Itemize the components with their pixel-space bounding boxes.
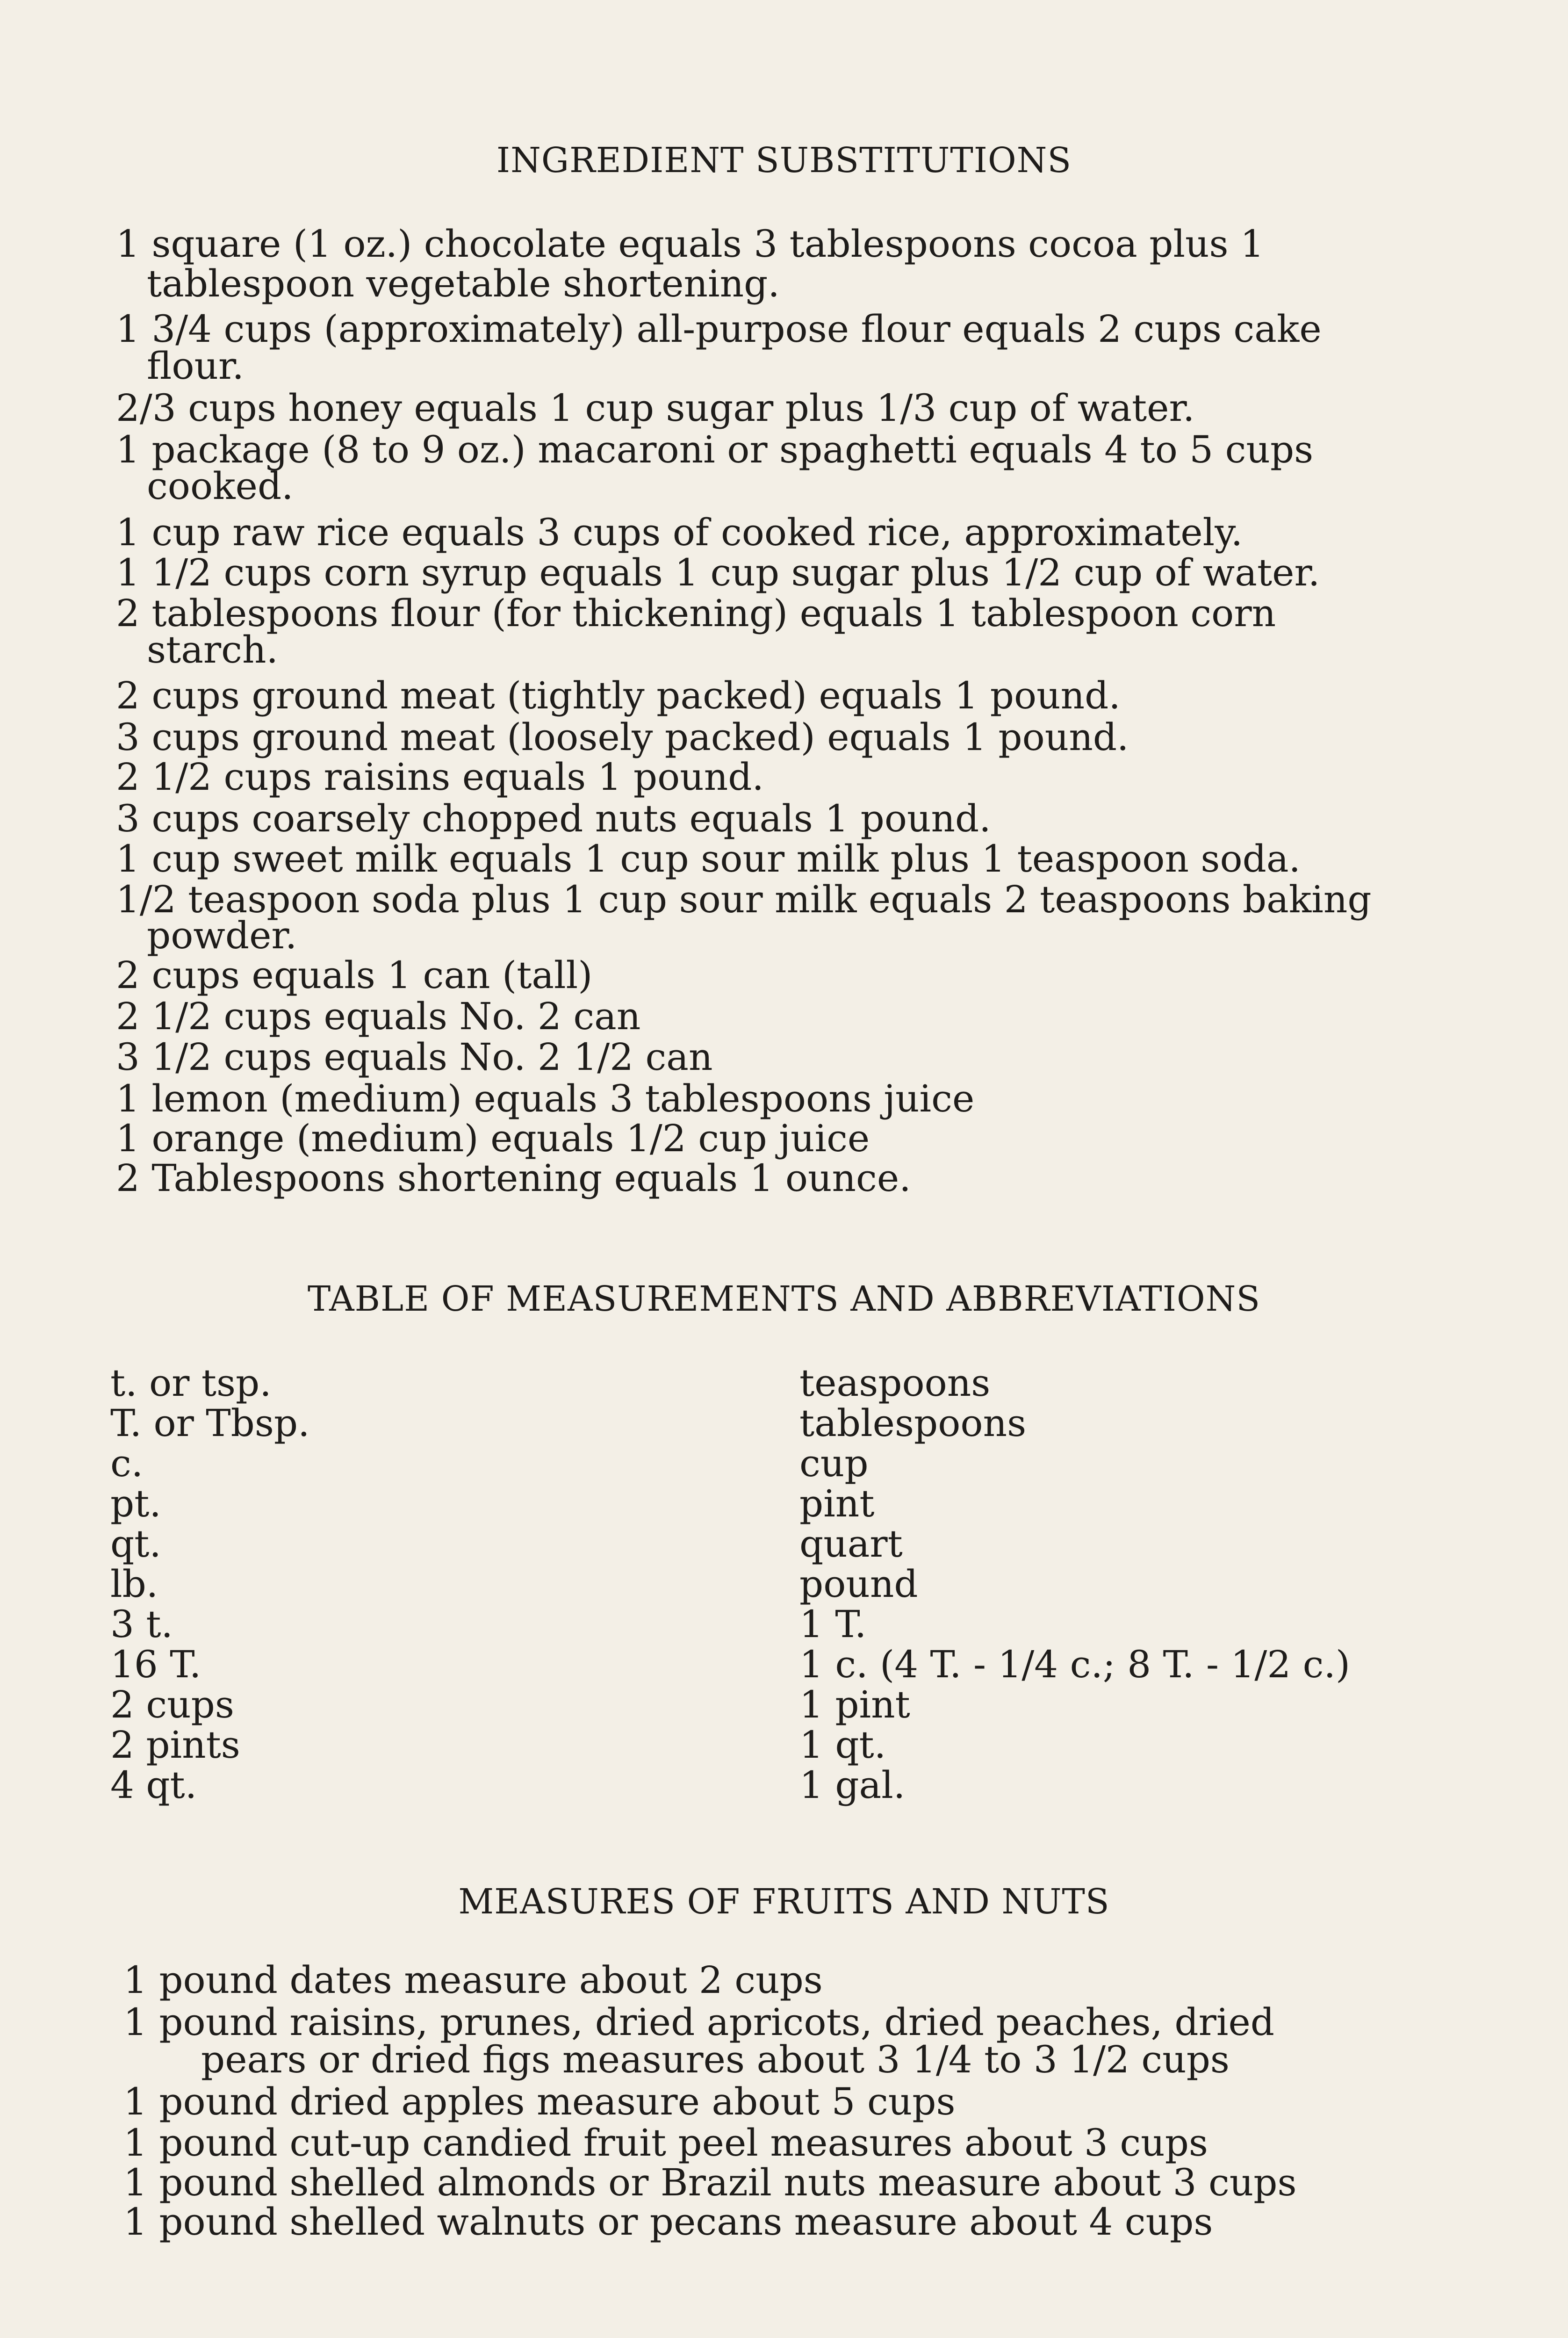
substitution-line: 2 1/2 cups raisins equals 1 pound. [116,755,764,799]
leader-dots [297,1686,793,1724]
leader-dots [297,1726,793,1764]
measurement-abbr: 2 pints [110,1723,240,1767]
measurement-abbr: t. or tsp. [110,1361,272,1405]
measurement-abbr: lb. [110,1562,158,1606]
substitution-line: 2 1/2 cups equals No. 2 can [116,995,641,1038]
leader-dots [209,1525,793,1563]
measurement-abbr: pt. [110,1482,161,1525]
substitution-line: 1 orange (medium) equals 1/2 cup juice [116,1117,870,1160]
measurement-value: 1 pint [799,1683,910,1726]
substitution-line: 2 Tablespoons shortening equals 1 ounce. [116,1156,911,1200]
measurement-value: 1 T. [799,1602,867,1646]
leader-dots [209,1485,793,1523]
substitution-line: 1 cup raw rice equals 3 cups of cooked rice, approximately. [116,511,1243,554]
leader-dots [348,1364,793,1402]
section-title-ingredient-substitutions: INGREDIENT SUBSTITUTIONS [496,140,1072,180]
substitution-line: tablespoon vegetable shortening. [147,262,780,305]
substitution-line: 3 cups coarsely chopped nuts equals 1 pound. [116,797,991,840]
measurement-abbr: c. [110,1442,144,1485]
measurement-value: pint [799,1482,875,1525]
section-title-measurements: TABLE OF MEASUREMENTS AND ABBREVIATIONS [307,1279,1261,1319]
substitution-line: powder. [147,914,297,957]
substitution-line: 2 tablespoons flour (for thickening) equals 1 tablespoon corn [116,592,1276,635]
substitution-line: 2 cups equals 1 can (tall) [116,953,593,997]
substitution-line: 1 cup sweet milk equals 1 cup sour milk plus 1 teaspoon soda. [116,837,1301,880]
measurement-abbr: 16 T. [110,1643,201,1686]
measurement-value: 1 gal. [799,1763,906,1807]
fruit-measure-line: 1 pound raisins, prunes, dried apricots, dried peaches, dried [123,2000,1274,2044]
fruit-measure-line: 1 pound dates measure about 2 cups [123,1958,823,2002]
substitution-line: 3 cups ground meat (loosely packed) equals 1 pound. [116,715,1129,759]
fruit-measure-line: pears or dried figs measures about 3 1/4 to 3 1/2 cups [201,2038,1230,2081]
substitution-line: flour. [147,344,244,388]
measurement-value: cup [799,1442,869,1485]
leader-dots [209,1445,793,1482]
leader-dots [209,1566,793,1603]
measurement-value: teaspoons [799,1361,991,1405]
substitution-line: 1 package (8 to 9 oz.) macaroni or spaghetti equals 4 to 5 cups [116,428,1314,471]
leader-dots [372,1405,793,1442]
fruit-measure-line: 1 pound dried apples measure about 5 cups [123,2080,956,2123]
measurement-abbr: 3 t. [110,1602,173,1646]
measurement-value: pound [799,1562,918,1606]
measurement-value: 1 c. (4 T. - 1/4 c.; 8 T. - 1/2 c.) [799,1643,1351,1686]
leader-dots [251,1646,793,1683]
substitution-line: 1 lemon (medium) equals 3 tablespoons juice [116,1077,975,1120]
measurement-abbr: qt. [110,1522,161,1566]
measurement-value: quart [799,1522,903,1566]
measurement-abbr: T. or Tbsp. [110,1401,310,1445]
measurement-abbr: 4 qt. [110,1763,197,1807]
substitution-line: 1 1/2 cups corn syrup equals 1 cup sugar plus 1/2 cup of water. [116,551,1320,594]
substitution-line: 1 square (1 oz.) chocolate equals 3 tablespoons cocoa plus 1 [116,222,1264,266]
leader-dots [204,1606,793,1643]
measurement-value: 1 qt. [799,1723,886,1767]
substitution-line: starch. [147,628,278,671]
substitution-line: 2 cups ground meat (tightly packed) equals 1 pound. [116,674,1121,717]
fruit-measure-line: 1 pound cut-up candied fruit peel measures about 3 cups [123,2121,1208,2165]
fruit-measure-line: 1 pound shelled almonds or Brazil nuts measure about 3 cups [123,2161,1297,2204]
substitution-line: 3 1/2 cups equals No. 2 1/2 can [116,1035,713,1079]
fruit-measure-line: 1 pound shelled walnuts or pecans measure about 4 cups [123,2200,1213,2244]
substitution-line: 2/3 cups honey equals 1 cup sugar plus 1/3 cup of water. [116,386,1195,430]
measurement-value: tablespoons [799,1401,1027,1445]
substitution-line: 1/2 teaspoon soda plus 1 cup sour milk equals 2 teaspoons baking [116,878,1372,921]
measurement-abbr: 2 cups [110,1683,234,1726]
section-title-fruits-and-nuts: MEASURES OF FRUITS AND NUTS [458,1882,1110,1922]
substitution-line: 1 3/4 cups (approximately) all-purpose flour equals 2 cups cake [116,307,1322,351]
leader-dots [297,1767,793,1804]
substitution-line: cooked. [147,464,294,508]
